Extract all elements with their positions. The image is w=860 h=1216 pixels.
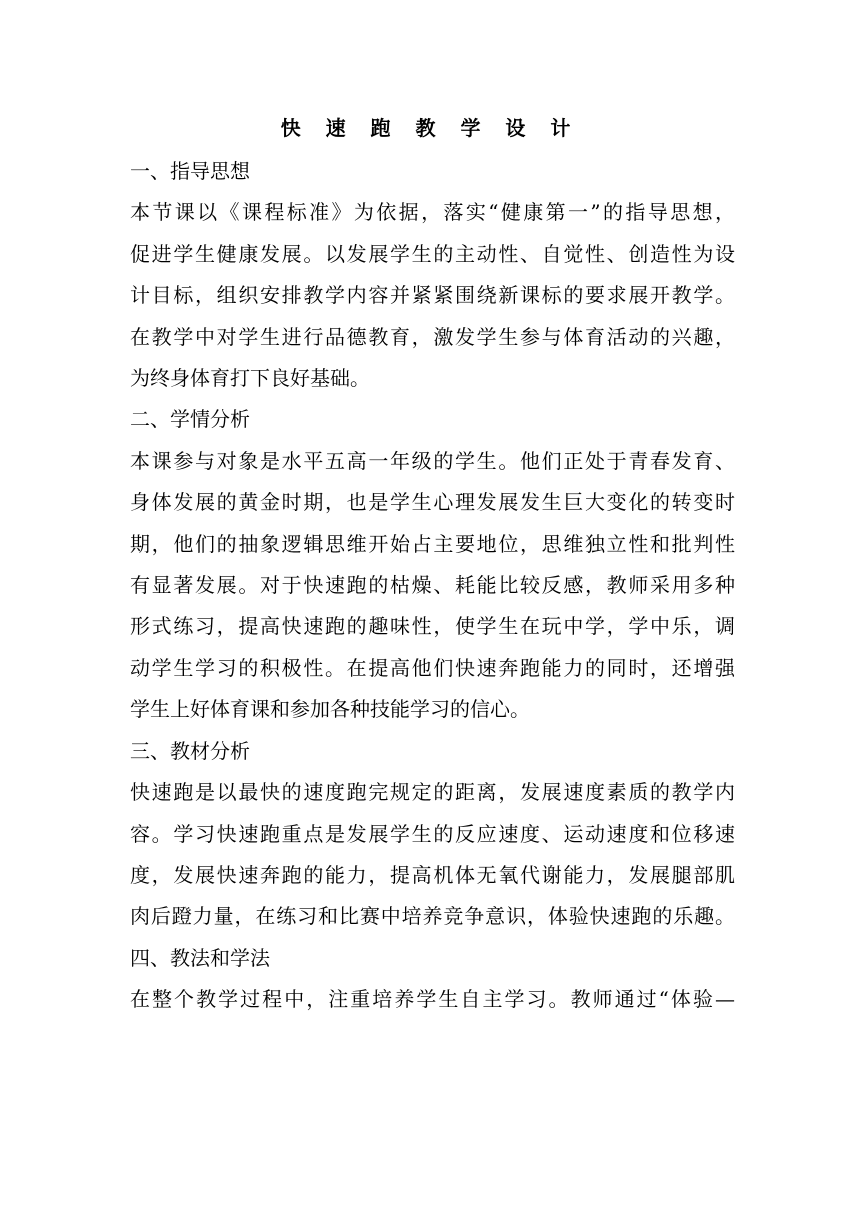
section-paragraph	[130, 441, 735, 731]
paragraph-line: 容。学习快速跑重点是发展学生的反应速度、运动速度和位移速	[130, 821, 735, 846]
document-body	[130, 151, 735, 1021]
section-heading: 三、教材分析	[130, 738, 250, 763]
paragraph-line: 在教学中对学生进行品德教育，激发学生参与体育活动的兴趣，	[130, 324, 735, 349]
paragraph-line: 肉后蹬力量，在练习和比赛中培养竞争意识，体验快速跑的乐趣。	[130, 904, 735, 929]
paragraph-line: 有显著发展。对于快速跑的枯燥、耗能比较反感，教师采用多种	[130, 573, 735, 598]
document-title: 快 速 跑 教 学 设 计	[280, 116, 580, 140]
paragraph-line: 计目标，组织安排教学内容并紧紧围绕新课标的要求展开教学。	[130, 283, 735, 308]
paragraph-line: 本节课以《课程标准》为依据，落实“健康第一”的指导思想，	[130, 200, 735, 225]
paragraph-line: 本课参与对象是水平五高一年级的学生。他们正处于青春发育、	[130, 448, 735, 473]
section-heading: 二、学情分析	[130, 407, 250, 432]
paragraph-line: 促进学生健康发展。以发展学生的主动性、自觉性、创造性为设	[130, 241, 735, 266]
section-heading: 一、指导思想	[130, 159, 250, 183]
paragraph-line: 在整个教学过程中，注重培养学生自主学习。教师通过“体验—	[130, 987, 735, 1012]
paragraph-line: 学生上好体育课和参加各种技能学习的信心。	[130, 697, 530, 722]
section-paragraph	[130, 772, 735, 938]
paragraph-line: 动学生学习的积极性。在提高他们快速奔跑能力的同时，还增强	[130, 655, 735, 680]
section-teaching-methods	[130, 938, 735, 1021]
section-learner-analysis	[130, 399, 735, 730]
paragraph-line: 度，发展快速奔跑的能力，提高机体无氧代谢能力，发展腿部肌	[130, 862, 735, 887]
paragraph-line: 形式练习，提高快速跑的趣味性，使学生在玩中学，学中乐，调	[130, 614, 735, 639]
section-material-analysis	[130, 731, 735, 938]
paragraph-line: 快速跑是以最快的速度跑完规定的距离，发展速度素质的教学内	[130, 780, 735, 805]
section-paragraph	[130, 192, 735, 399]
paragraph-line: 期，他们的抽象逻辑思维开始占主要地位，思维独立性和批判性	[130, 531, 735, 556]
section-paragraph	[130, 979, 735, 1020]
section-guiding-ideology	[130, 151, 735, 399]
paragraph-line: 为终身体育打下良好基础。	[130, 366, 370, 391]
paragraph-line: 身体发展的黄金时期，也是学生心理发展发生巨大变化的转变时	[130, 490, 735, 515]
section-heading: 四、教法和学法	[130, 945, 270, 970]
